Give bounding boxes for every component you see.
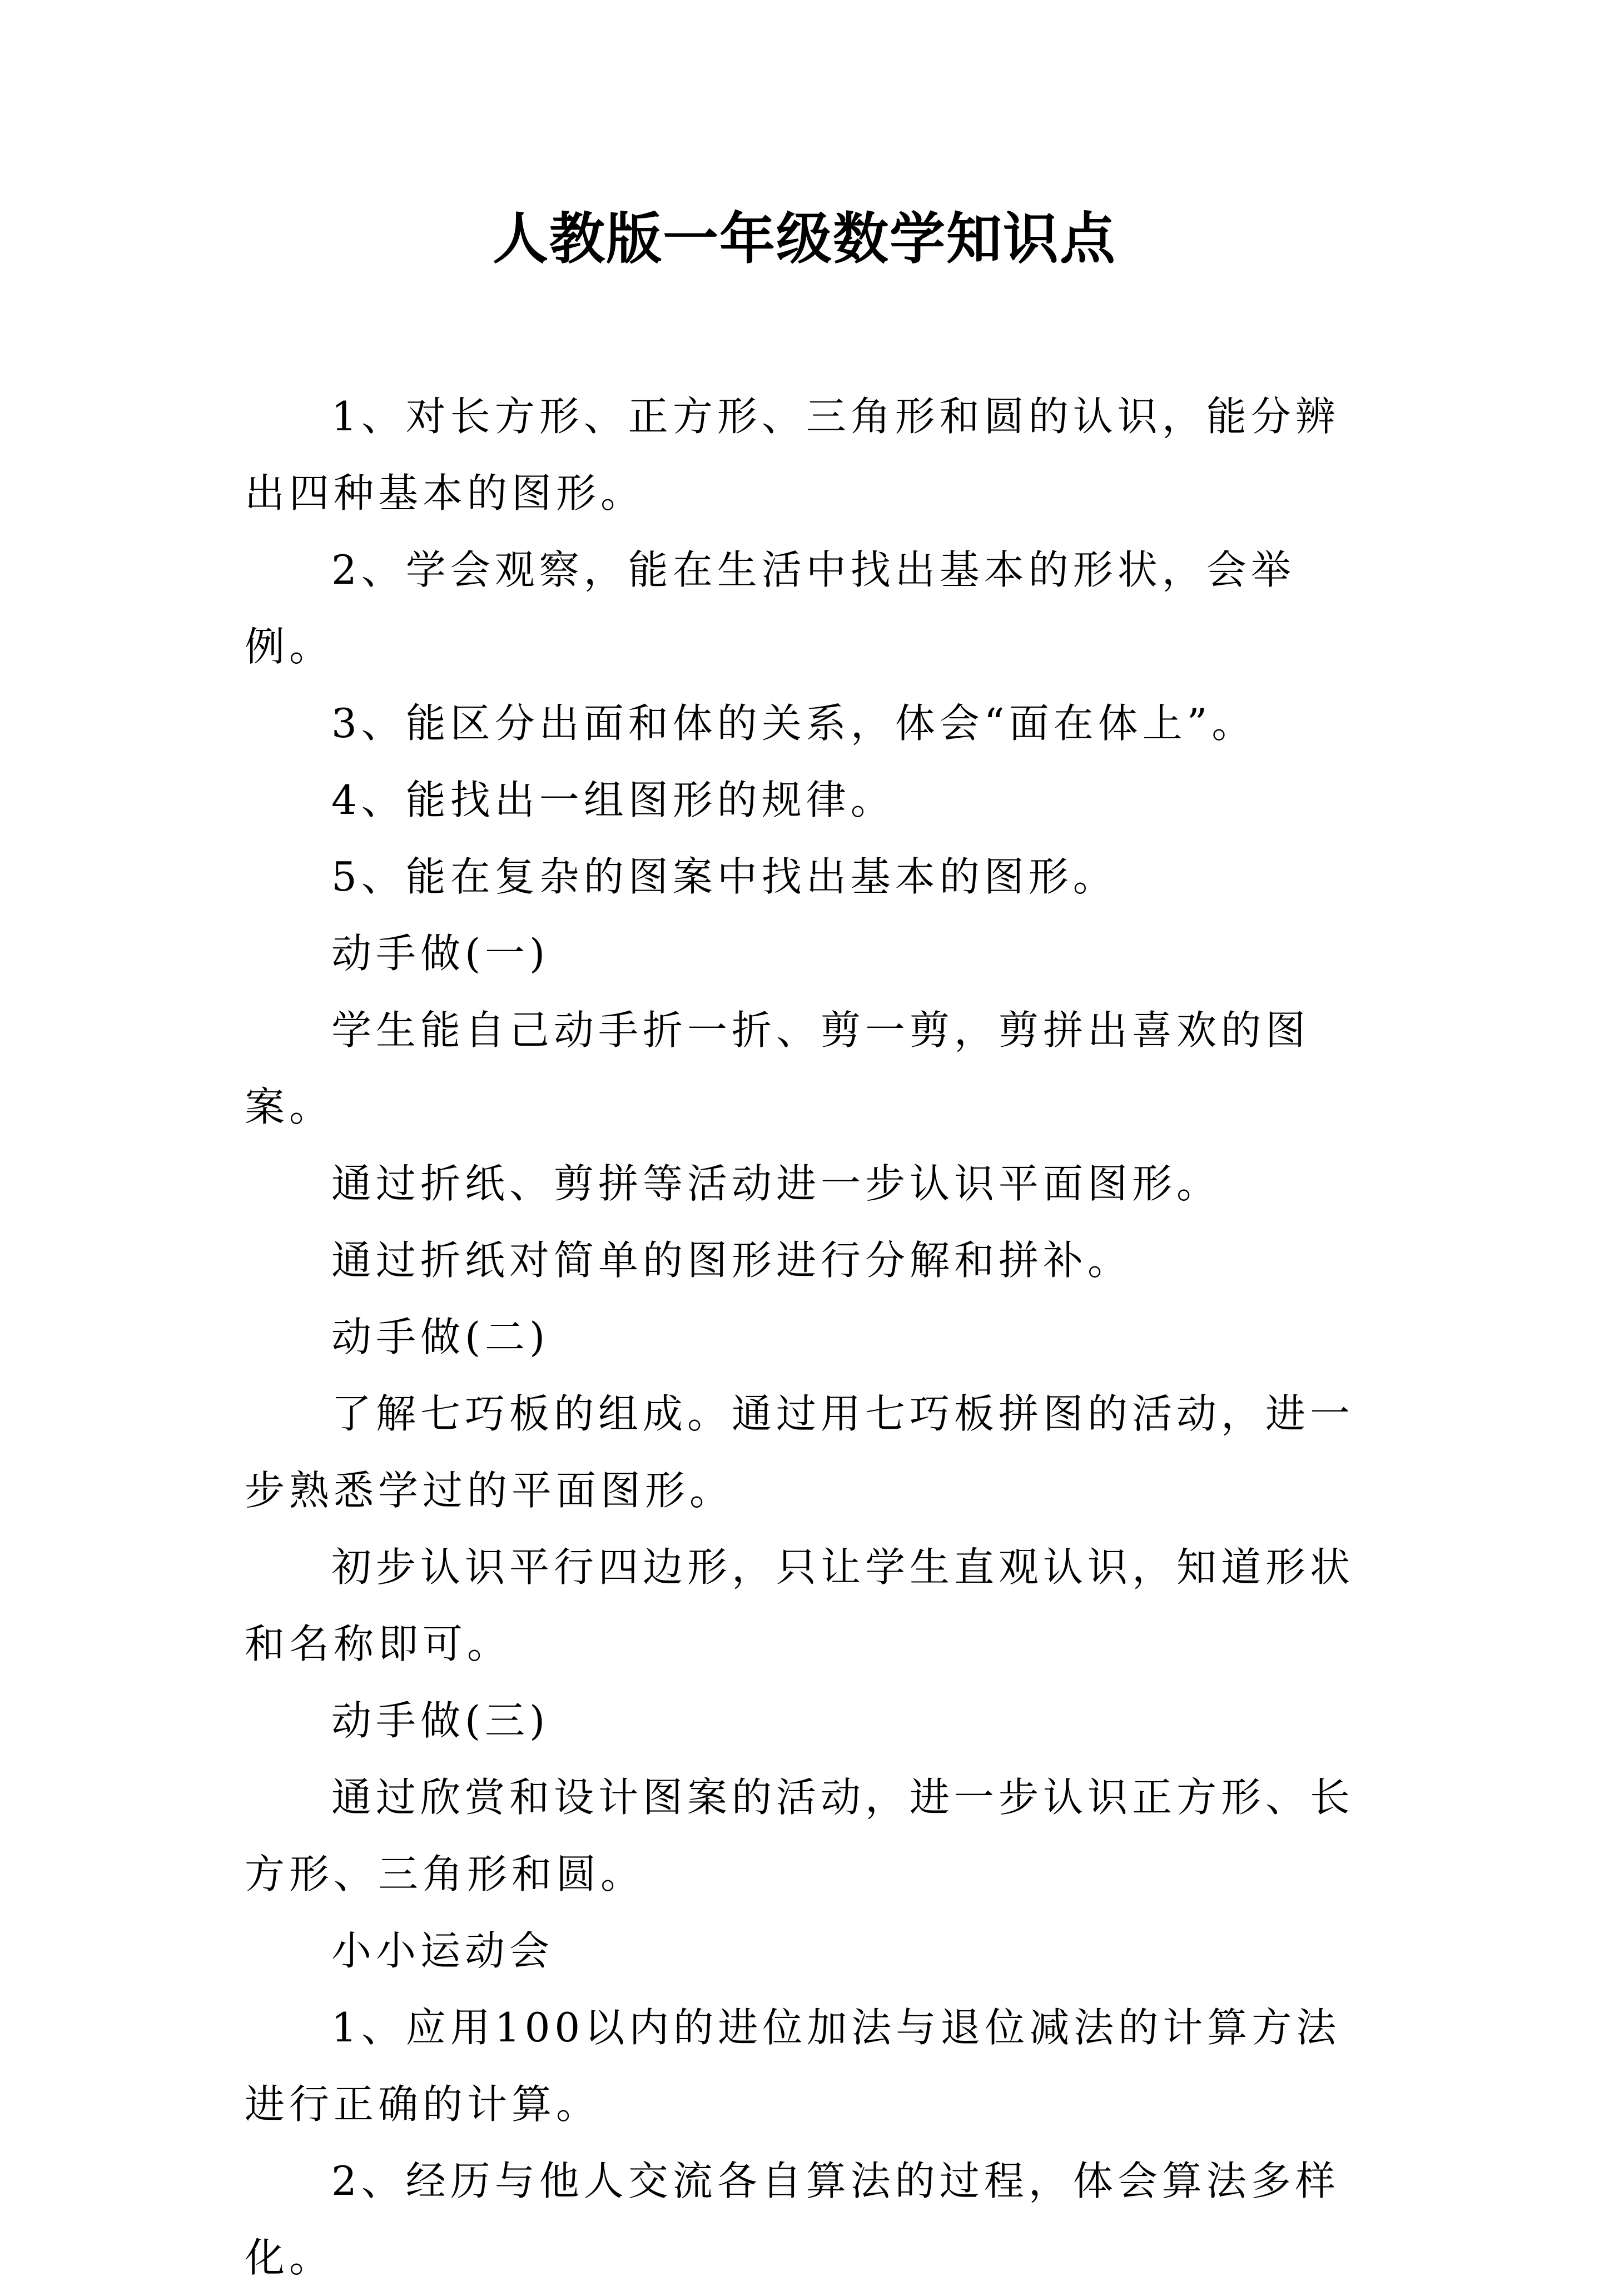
paragraph-2: 2、学会观察，能在生活中找出基本的形状，会举例。 bbox=[245, 546, 1295, 670]
paragraph-12: 1、应用100以内的进位加法与退位减法的计算方法进行正确的计算。 bbox=[245, 2004, 1341, 2128]
paragraph-4: 4、能找出一组图形的规律。 bbox=[331, 777, 895, 823]
section-heading-handson-2: 动手做(二) bbox=[331, 1314, 550, 1360]
paragraph-6: 学生能自己动手折一折、剪一剪，剪拼出喜欢的图案。 bbox=[245, 1007, 1310, 1130]
paragraph-1: 1、对长方形、正方形、三角形和圆的认识，能分辨出四种基本的图形。 bbox=[245, 393, 1340, 516]
section-heading-handson-1: 动手做(一) bbox=[331, 930, 550, 977]
paragraph-11: 通过欣赏和设计图案的活动，进一步认识正方形、长方形、三角形和圆。 bbox=[245, 1774, 1355, 1897]
paragraph-5: 5、能在复杂的图案中找出基本的图形。 bbox=[331, 853, 1118, 900]
paragraph-9: 了解七巧板的组成。通过用七巧板拼图的活动，进一步熟悉学过的平面图形。 bbox=[245, 1390, 1355, 1514]
paragraph-3: 3、能区分出面和体的关系，体会“面在体上”。 bbox=[331, 700, 1257, 747]
document-body bbox=[245, 378, 1368, 2296]
paragraph-13: 2、经历与他人交流各自算法的过程，体会算法多样化。 bbox=[245, 2158, 1340, 2281]
paragraph-7: 通过折纸、剪拼等活动进一步认识平面图形。 bbox=[331, 1160, 1221, 1207]
paragraph-8: 通过折纸对简单的图形进行分解和拼补。 bbox=[331, 1237, 1133, 1284]
document-title: 人教版一年级数学知识点 bbox=[493, 206, 1116, 271]
section-heading-handson-3: 动手做(三) bbox=[331, 1697, 550, 1744]
paragraph-10: 初步认识平行四边形，只让学生直观认识，知道形状和名称即可。 bbox=[245, 1544, 1355, 1667]
section-heading-sports-meet: 小小运动会 bbox=[331, 1927, 554, 1974]
